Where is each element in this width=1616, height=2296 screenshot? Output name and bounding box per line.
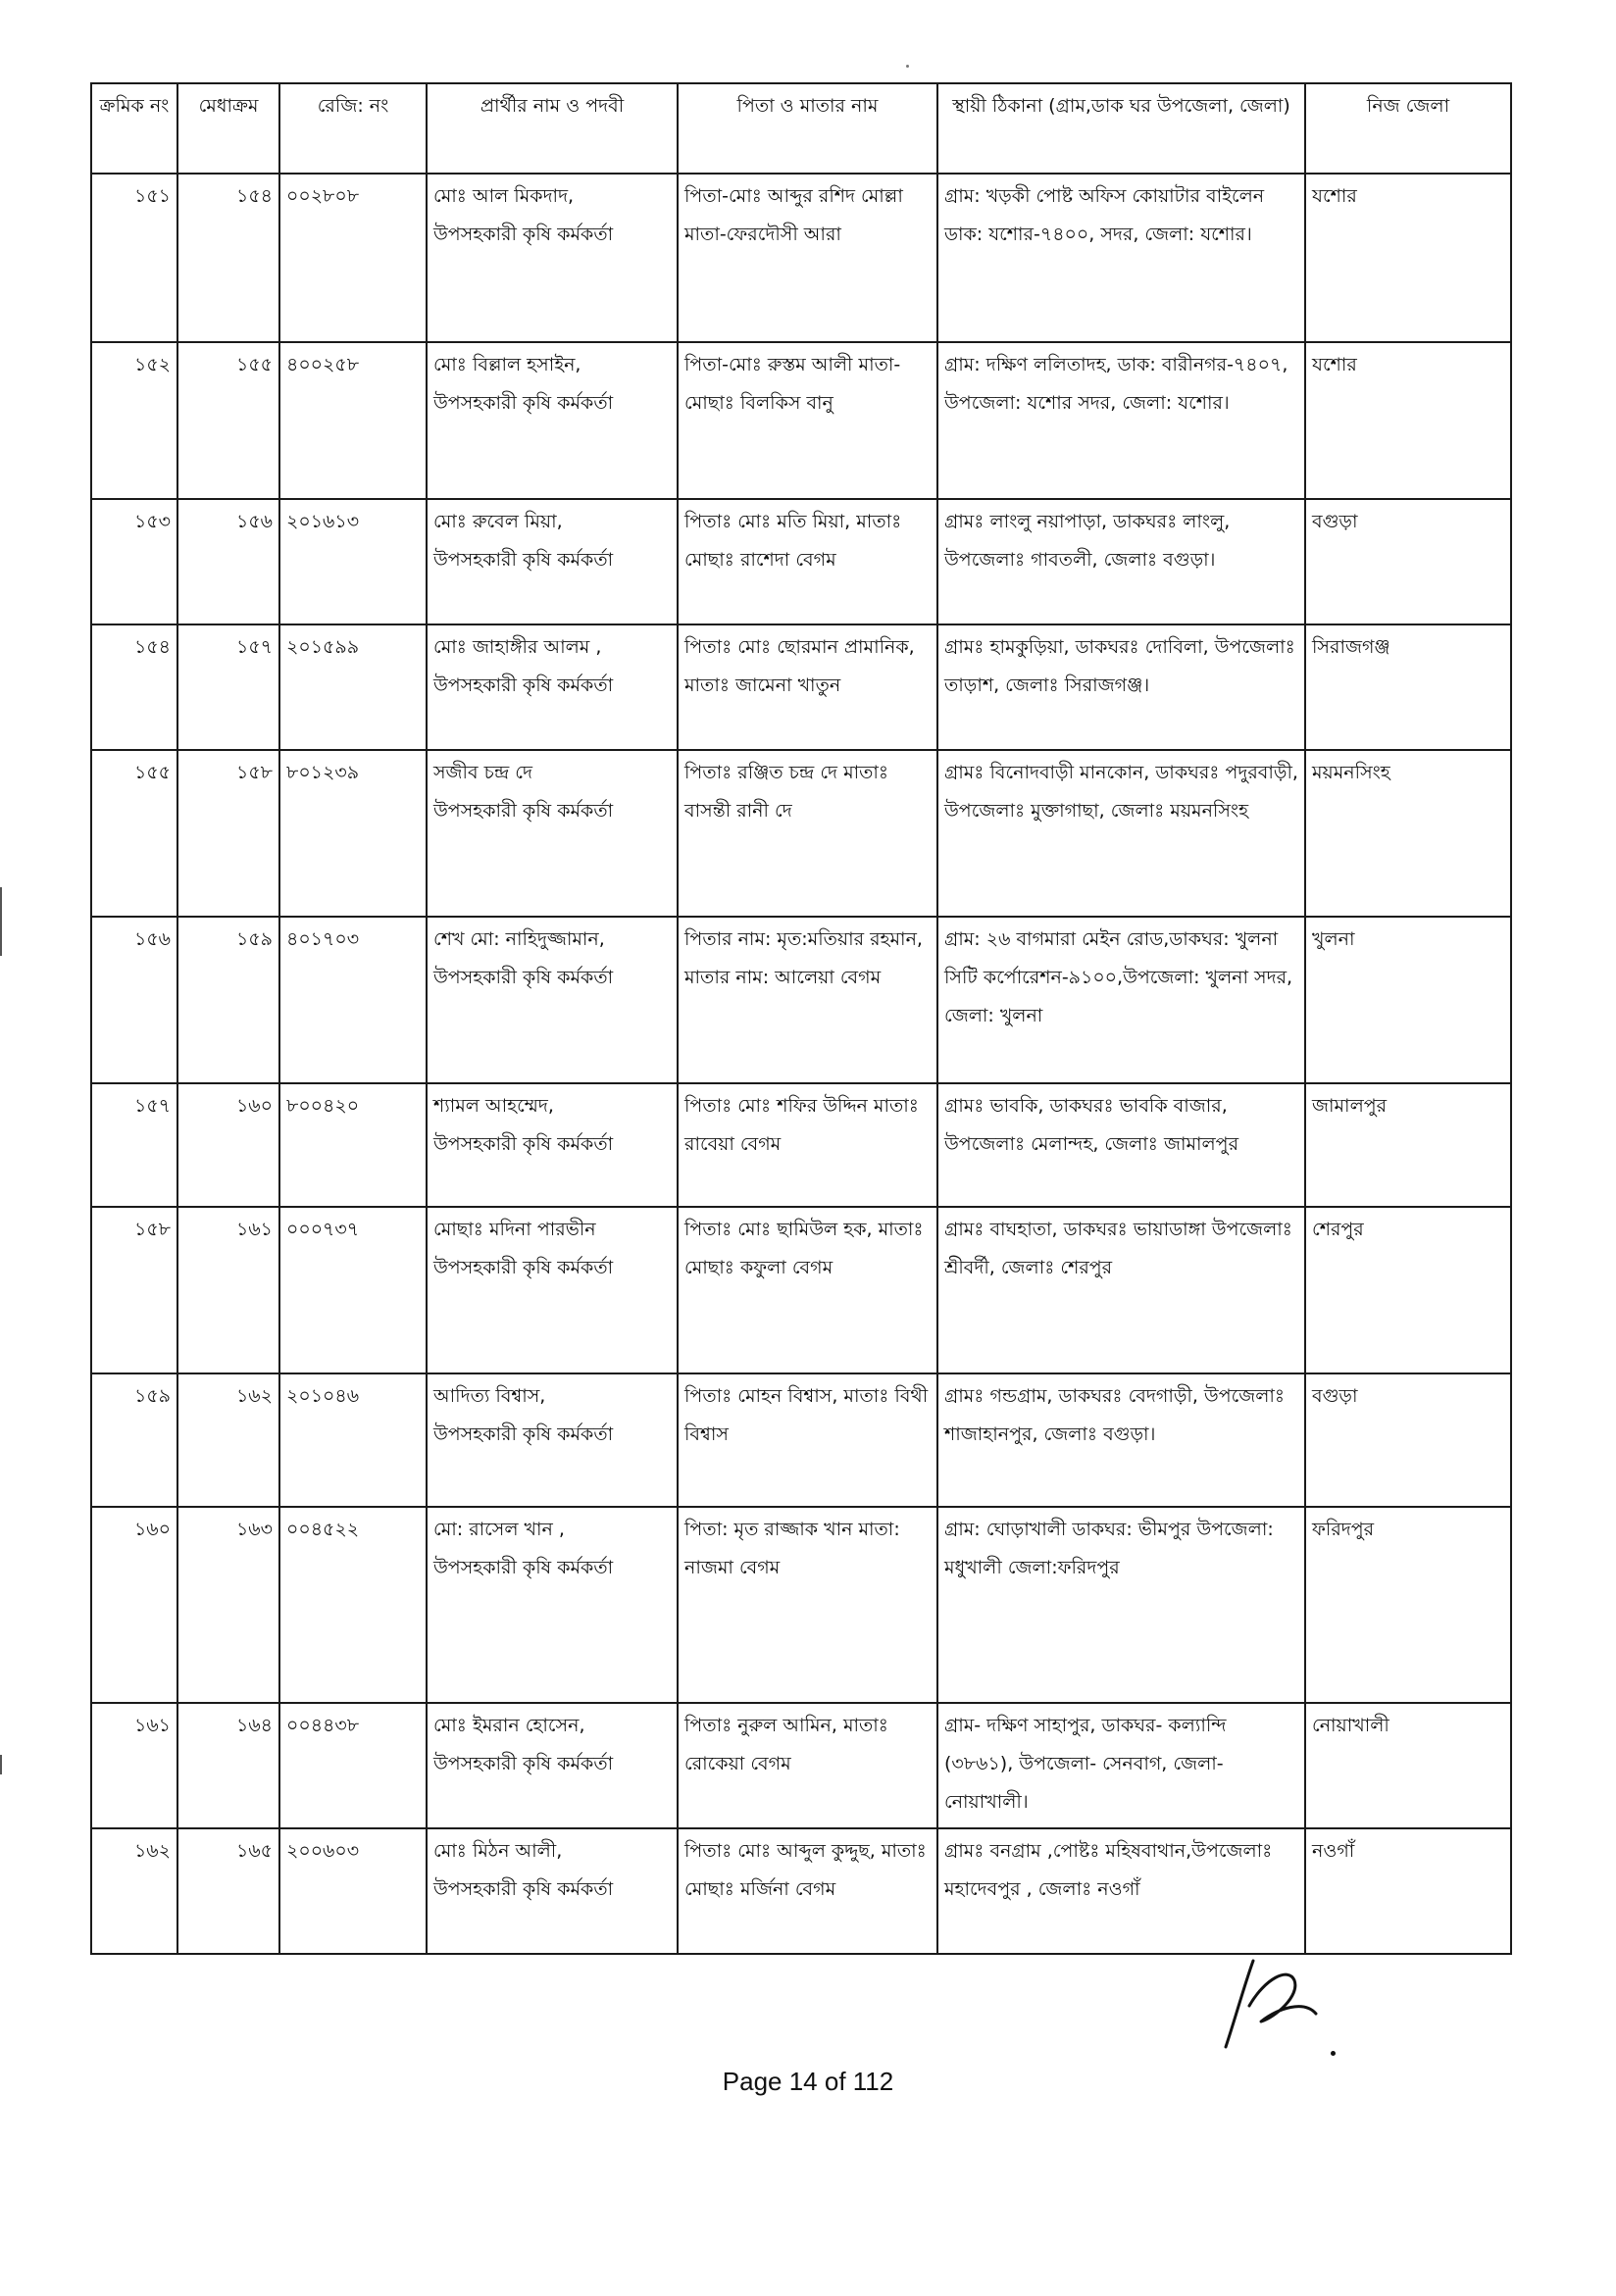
home-district-cell: শেরপুর: [1305, 1207, 1511, 1373]
candidate-post: উপসহকারী কৃষি কর্মকর্তা: [433, 549, 614, 571]
table-row: [91, 1207, 1511, 1373]
candidate-name: শ্যামল আহম্মেদ,: [433, 1095, 554, 1117]
header-merit: মেধাক্রম: [177, 83, 279, 174]
serial-cell: ১৫৫: [91, 750, 177, 917]
candidate-name: মোঃ বিল্লাল হসাইন,: [433, 354, 581, 375]
candidate-name: মোঃ জাহাঙ্গীর আলম ,: [433, 636, 602, 658]
merit-cell: ১৫৮: [177, 750, 279, 917]
table-row: [91, 342, 1511, 499]
header-serial: ক্রমিক নং: [91, 83, 177, 174]
table-row: [91, 750, 1511, 917]
parents-cell: পিতাঃ মোঃ ছোরমান প্রামানিক, মাতাঃ জামেনা খাতুন: [678, 624, 937, 750]
parents-cell: পিতাঃ মোঃ মতি মিয়া, মাতাঃ মোছাঃ রাশেদা বেগম: [678, 499, 937, 624]
home-district-cell: সিরাজগঞ্জ: [1305, 624, 1511, 750]
header-address: স্থায়ী ঠিকানা (গ্রাম,ডাক ঘর উপজেলা, জেলা): [937, 83, 1305, 174]
serial-cell: ১৬০: [91, 1507, 177, 1703]
table-row: [91, 1373, 1511, 1507]
reg-no-cell: ২০১৫৯৯: [279, 624, 427, 750]
candidate-name: আদিত্য বিশ্বাস,: [433, 1385, 546, 1407]
candidate-name: মোছাঃ মদিনা পারভীন: [433, 1219, 596, 1240]
reg-no-cell: ৮০০৪২০: [279, 1083, 427, 1207]
parents-cell: পিতা-মোঃ আব্দুর রশিদ মোল্লা মাতা-ফেরদৌসী আরা: [678, 174, 937, 342]
candidate-post: উপসহকারী কৃষি কর্মকর্তা: [433, 224, 614, 245]
reg-no-cell: ০০৪৪৩৮: [279, 1703, 427, 1828]
candidate-post: উপসহকারী কৃষি কর্মকর্তা: [433, 1557, 614, 1578]
address-cell: গ্রাম: দক্ষিণ ললিতাদহ, ডাক: বারীনগর-৭৪০৭, উপজেলা: যশোর সদর, জেলা: যশোর।: [937, 342, 1305, 499]
merit-list-table: [90, 82, 1512, 1955]
parents-cell: পিতাঃ মোঃ ছামিউল হক, মাতাঃ মোছাঃ কফুলা বেগম: [678, 1207, 937, 1373]
signature: [1214, 1949, 1341, 2057]
serial-cell: ১৫৪: [91, 624, 177, 750]
table-row: [91, 174, 1511, 342]
name-post-cell: [427, 1703, 678, 1828]
home-district-cell: নওগাঁ: [1305, 1828, 1511, 1954]
home-district-cell: বগুড়া: [1305, 499, 1511, 624]
reg-no-cell: ৪০১৭০৩: [279, 917, 427, 1083]
parents-cell: পিতাঃ রঞ্জিত চন্দ্র দে মাতাঃ বাসন্তী রানী দে: [678, 750, 937, 917]
parents-cell: পিতাঃ নুরুল আমিন, মাতাঃ রোকেয়া বেগম: [678, 1703, 937, 1828]
candidate-name: শেখ মো: নাহিদুজ্জামান,: [433, 928, 605, 950]
address-cell: গ্রামঃ বাঘহাতা, ডাকঘরঃ ভায়াডাঙ্গা উপজেলাঃ শ্রীবর্দী, জেলাঃ শেরপুর: [937, 1207, 1305, 1373]
candidate-name: মোঃ রুবেল মিয়া,: [433, 511, 563, 532]
merit-cell: ১৬২: [177, 1373, 279, 1507]
signature-dot: [1331, 2051, 1336, 2056]
address-cell: গ্রামঃ হামকুড়িয়া, ডাকঘরঃ দোবিলা, উপজেলাঃ তাড়াশ, জেলাঃ সিরাজগঞ্জ।: [937, 624, 1305, 750]
candidate-post: উপসহকারী কৃষি কর্মকর্তা: [433, 1753, 614, 1774]
table-row: [91, 624, 1511, 750]
serial-cell: ১৫২: [91, 342, 177, 499]
header-reg-no: রেজি: নং: [279, 83, 427, 174]
reg-no-cell: ০০৪৫২২: [279, 1507, 427, 1703]
merit-cell: ১৫৪: [177, 174, 279, 342]
reg-no-cell: ৮০১২৩৯: [279, 750, 427, 917]
address-cell: গ্রামঃ গন্ডগ্রাম, ডাকঘরঃ বেদগাড়ী, উপজেলাঃ শাজাহানপুর, জেলাঃ বগুড়া।: [937, 1373, 1305, 1507]
header-parents: পিতা ও মাতার নাম: [678, 83, 937, 174]
name-post-cell: [427, 1507, 678, 1703]
name-post-cell: [427, 750, 678, 917]
home-district-cell: ময়মনসিংহ: [1305, 750, 1511, 917]
address-cell: গ্রাম: ২৬ বাগমারা মেইন রোড,ডাকঘর: খুলনা সিটি কর্পোরেশন-৯১০০,উপজেলা: খুলনা সদর, জেলা: খুলনা: [937, 917, 1305, 1083]
name-post-cell: [427, 342, 678, 499]
parents-cell: পিতা-মোঃ রুস্তম আলী মাতা-মোছাঃ বিলকিস বানু: [678, 342, 937, 499]
merit-cell: ১৫৬: [177, 499, 279, 624]
reg-no-cell: ০০০৭৩৭: [279, 1207, 427, 1373]
table-row: [91, 1507, 1511, 1703]
name-post-cell: [427, 1207, 678, 1373]
reg-no-cell: ২০১৬১৩: [279, 499, 427, 624]
address-cell: গ্রাম: ঘোড়াখালী ডাকঘর: ভীমপুর উপজেলা: মধুখালী জেলা:ফরিদপুর: [937, 1507, 1305, 1703]
parents-cell: পিতাঃ মোঃ শফির উদ্দিন মাতাঃ রাবেয়া বেগম: [678, 1083, 937, 1207]
candidate-post: উপসহকারী কৃষি কর্মকর্তা: [433, 1423, 614, 1445]
parents-cell: পিতাঃ মোঃ আব্দুল কুদ্দুছ, মাতাঃ মোছাঃ মর্জিনা বেগম: [678, 1828, 937, 1954]
serial-cell: ১৬২: [91, 1828, 177, 1954]
home-district-cell: ফরিদপুর: [1305, 1507, 1511, 1703]
parents-cell: পিতা: মৃত রাজ্জাক খান মাতা: নাজমা বেগম: [678, 1507, 937, 1703]
reg-no-cell: ২০০৬০৩: [279, 1828, 427, 1954]
merit-cell: ১৫৫: [177, 342, 279, 499]
scan-speck: [906, 65, 909, 68]
merit-list-sheet: [90, 82, 1510, 1955]
merit-cell: ১৬৫: [177, 1828, 279, 1954]
merit-cell: ১৫৭: [177, 624, 279, 750]
home-district-cell: যশোর: [1305, 342, 1511, 499]
home-district-cell: বগুড়া: [1305, 1373, 1511, 1507]
table-row: [91, 1703, 1511, 1828]
name-post-cell: [427, 624, 678, 750]
name-post-cell: [427, 917, 678, 1083]
parents-cell: পিতার নাম: মৃত:মতিয়ার রহমান, মাতার নাম: আলেয়া বেগম: [678, 917, 937, 1083]
home-district-cell: নোয়াখালী: [1305, 1703, 1511, 1828]
merit-cell: ১৫৯: [177, 917, 279, 1083]
table-header-row: [91, 83, 1511, 174]
name-post-cell: [427, 499, 678, 624]
merit-cell: ১৬৪: [177, 1703, 279, 1828]
name-post-cell: [427, 1083, 678, 1207]
merit-cell: ১৬০: [177, 1083, 279, 1207]
page-number: Page 14 of 112: [722, 2067, 894, 2096]
serial-cell: ১৫৯: [91, 1373, 177, 1507]
reg-no-cell: ২০১০৪৬: [279, 1373, 427, 1507]
home-district-cell: যশোর: [1305, 174, 1511, 342]
header-home-district: নিজ জেলা: [1305, 83, 1511, 174]
candidate-post: উপসহকারী কৃষি কর্মকর্তা: [433, 674, 614, 696]
merit-cell: ১৬১: [177, 1207, 279, 1373]
name-post-cell: [427, 1828, 678, 1954]
left-edge-mark: [0, 887, 2, 956]
candidate-name: মোঃ ইমরান হোসেন,: [433, 1715, 585, 1736]
candidate-post: উপসহকারী কৃষি কর্মকর্তা: [433, 800, 614, 822]
candidate-name: সজীব চন্দ্র দে: [433, 762, 532, 783]
candidate-name: মোঃ মিঠন আলী,: [433, 1840, 563, 1862]
home-district-cell: খুলনা: [1305, 917, 1511, 1083]
address-cell: গ্রাম- দক্ষিণ সাহাপুর, ডাকঘর- কল্যান্দি (৩৮৬১), উপজেলা- সেনবাগ, জেলা- নোয়াখালী।: [937, 1703, 1305, 1828]
candidate-post: উপসহকারী কৃষি কর্মকর্তা: [433, 1878, 614, 1900]
table-row: [91, 1828, 1511, 1954]
serial-cell: ১৬১: [91, 1703, 177, 1828]
parents-cell: পিতাঃ মোহন বিশ্বাস, মাতাঃ বিথী বিশ্বাস: [678, 1373, 937, 1507]
candidate-name: মো: রাসেল খান ,: [433, 1519, 565, 1540]
header-name-post: প্রার্থীর নাম ও পদবী: [427, 83, 678, 174]
address-cell: গ্রাম: খড়কী পোষ্ট অফিস কোয়াটার বাইলেন ডাক: যশোর-৭৪০০, সদর, জেলা: যশোর।: [937, 174, 1305, 342]
address-cell: গ্রামঃ ভাবকি, ডাকঘরঃ ভাবকি বাজার, উপজেলাঃ মেলান্দহ, জেলাঃ জামালপুর: [937, 1083, 1305, 1207]
address-cell: গ্রামঃ বিনোদবাড়ী মানকোন, ডাকঘরঃ পদুরবাড়ী, উপজেলাঃ মুক্তাগাছা, জেলাঃ ময়মনসিংহ: [937, 750, 1305, 917]
name-post-cell: [427, 174, 678, 342]
candidate-name: মোঃ আল মিকদাদ,: [433, 185, 575, 207]
candidate-post: উপসহকারী কৃষি কর্মকর্তা: [433, 392, 614, 414]
name-post-cell: [427, 1373, 678, 1507]
reg-no-cell: ০০২৮০৮: [279, 174, 427, 342]
serial-cell: ১৫৩: [91, 499, 177, 624]
merit-cell: ১৬৩: [177, 1507, 279, 1703]
left-edge-mark-lower: [0, 1755, 2, 1774]
serial-cell: ১৫১: [91, 174, 177, 342]
reg-no-cell: ৪০০২৫৮: [279, 342, 427, 499]
table-row: [91, 1083, 1511, 1207]
candidate-post: উপসহকারী কৃষি কর্মকর্তা: [433, 1257, 614, 1278]
table-body: [91, 174, 1511, 1954]
table-row: [91, 917, 1511, 1083]
candidate-post: উপসহকারী কৃষি কর্মকর্তা: [433, 1133, 614, 1155]
address-cell: গ্রামঃ বনগ্রাম ,পোষ্টঃ মহিষবাথান,উপজেলাঃ মহাদেবপুর , জেলাঃ নওগাঁ: [937, 1828, 1305, 1954]
serial-cell: ১৫৭: [91, 1083, 177, 1207]
home-district-cell: জামালপুর: [1305, 1083, 1511, 1207]
serial-cell: ১৫৬: [91, 917, 177, 1083]
serial-cell: ১৫৮: [91, 1207, 177, 1373]
candidate-post: উপসহকারী কৃষি কর্মকর্তা: [433, 967, 614, 988]
table-row: [91, 499, 1511, 624]
address-cell: গ্রামঃ লাংলু নয়াপাড়া, ডাকঘরঃ লাংলু, উপজেলাঃ গাবতলী, জেলাঃ বগুড়া।: [937, 499, 1305, 624]
